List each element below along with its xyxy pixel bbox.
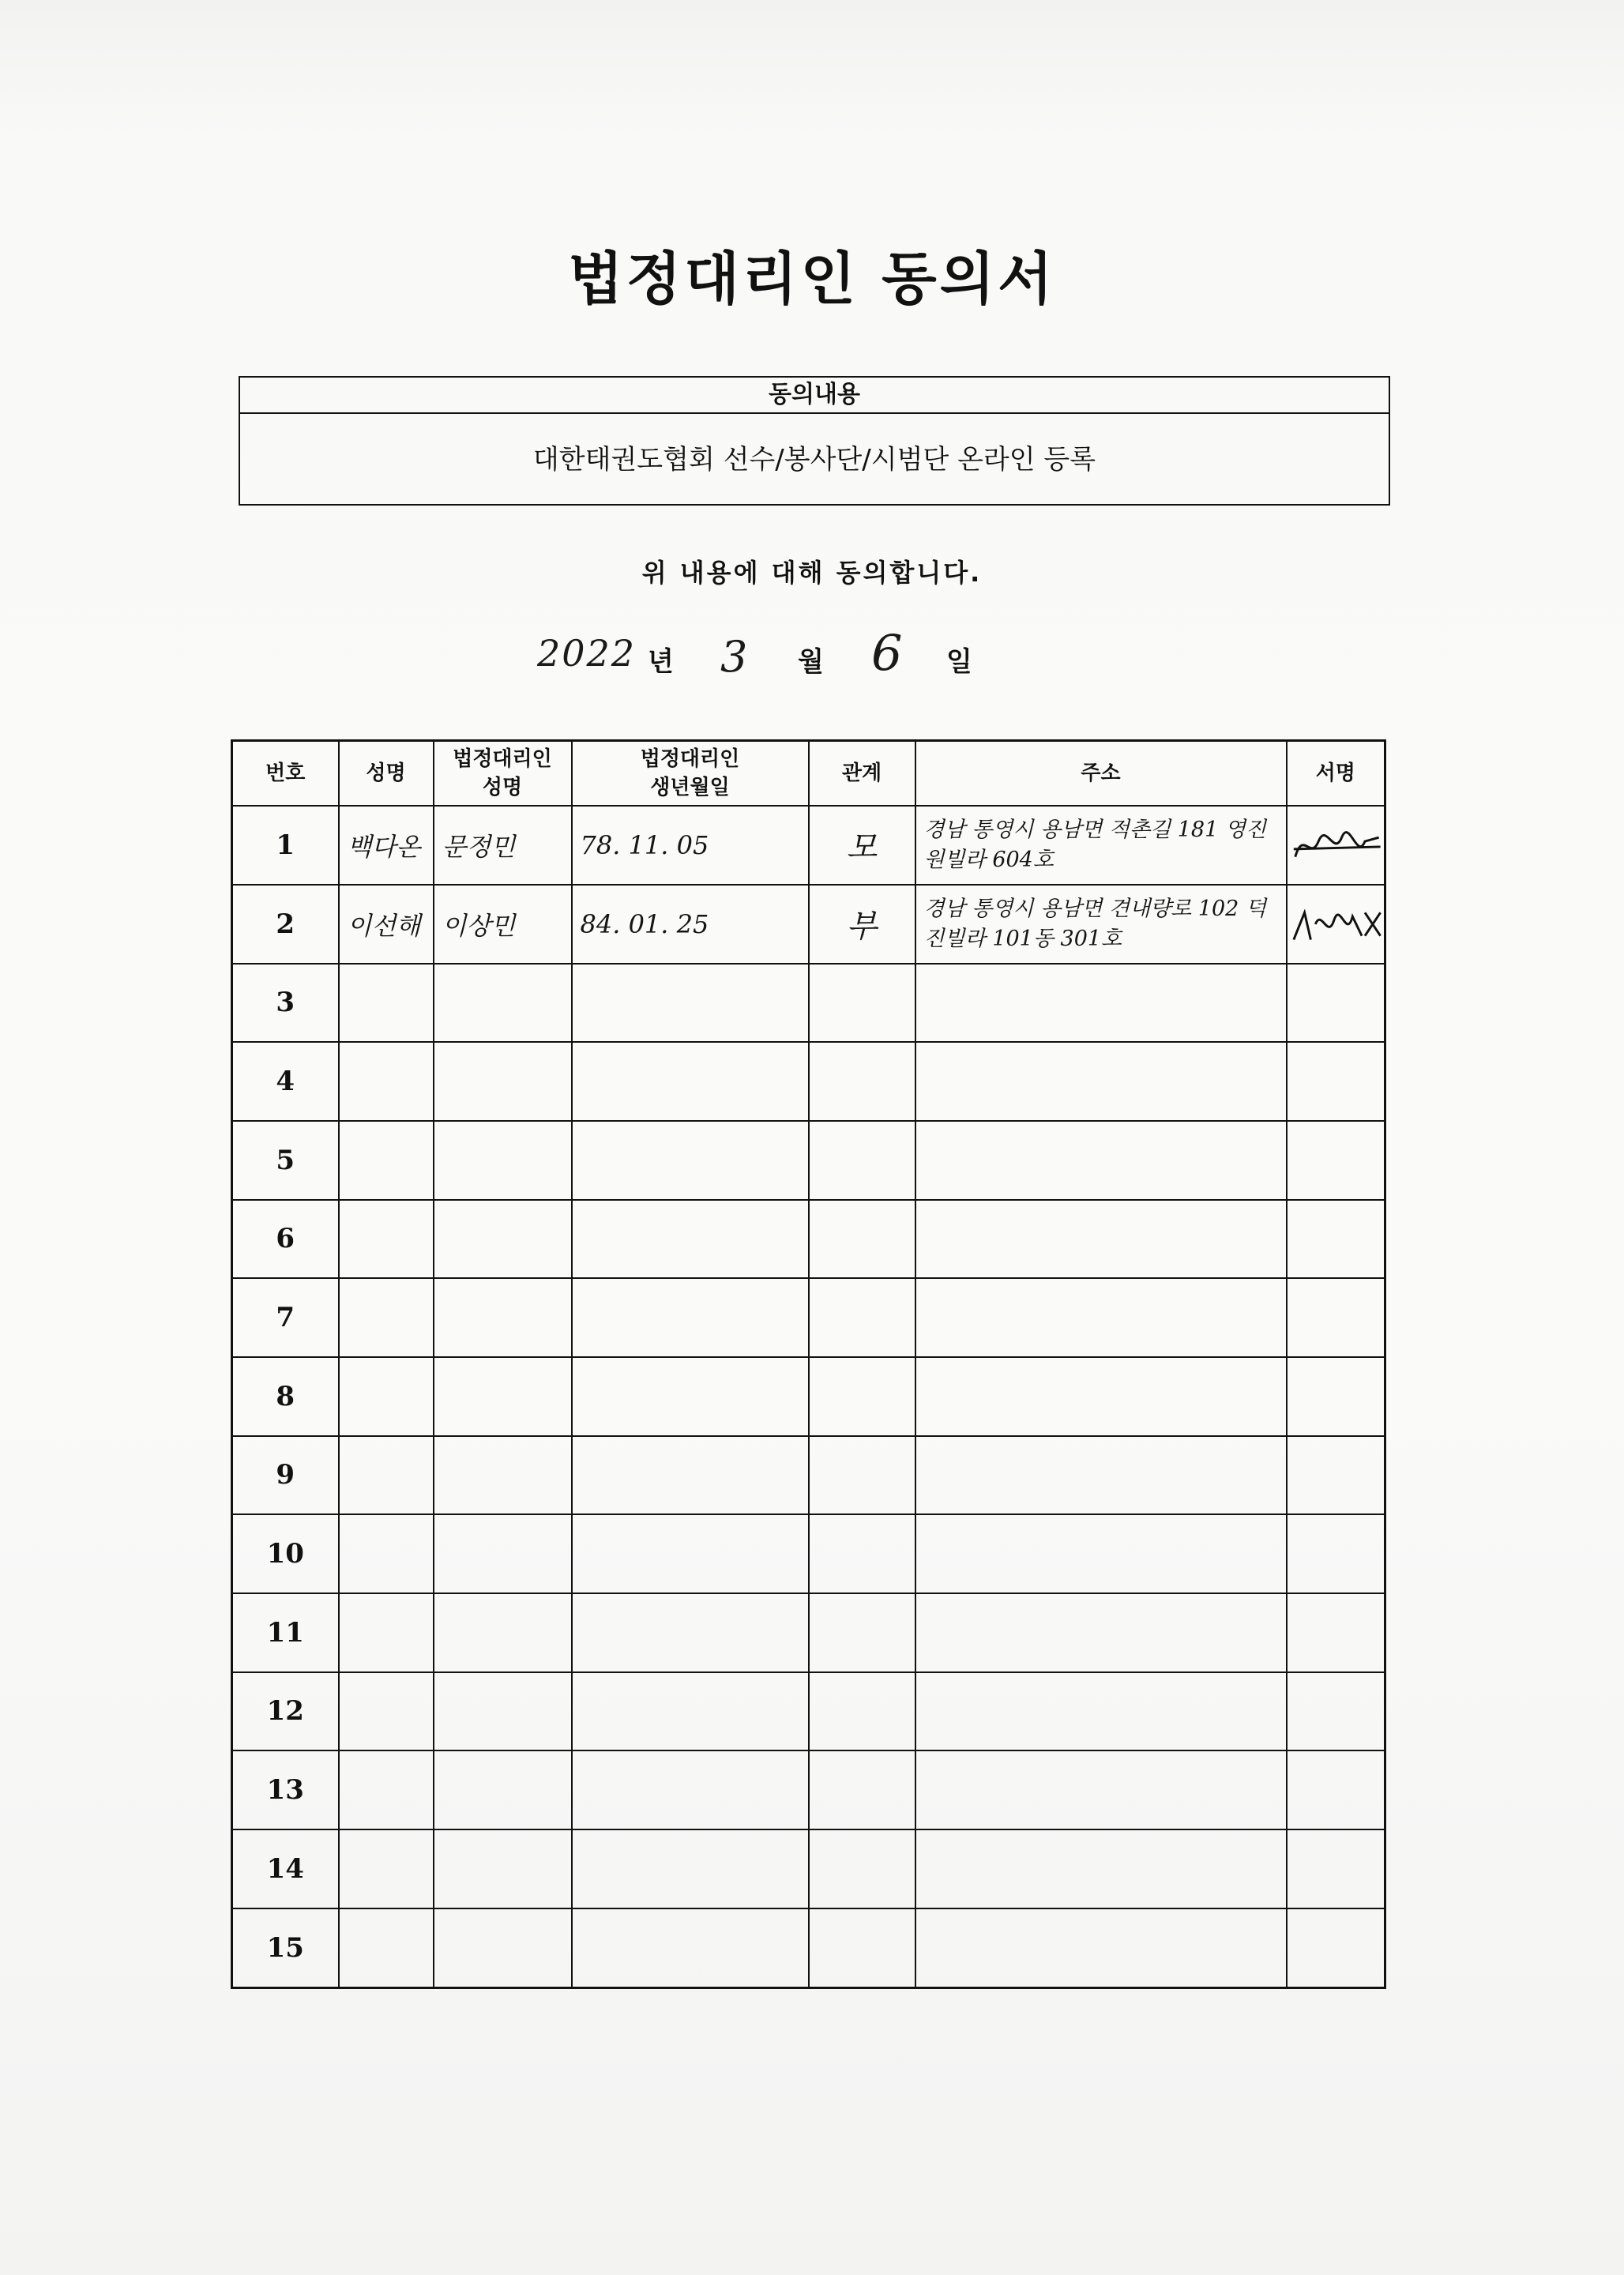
empty-cell — [1287, 1200, 1385, 1279]
empty-cell — [809, 1278, 915, 1357]
month-label: 월 — [798, 646, 824, 678]
empty-cell — [339, 1908, 434, 1988]
empty-cell — [1287, 1357, 1385, 1436]
empty-cell — [339, 1750, 434, 1829]
empty-cell — [915, 1514, 1287, 1593]
empty-cell — [1287, 1514, 1385, 1593]
header-guardian-name: 법정대리인 성명 — [434, 741, 572, 806]
empty-cell — [1287, 1908, 1385, 1988]
empty-cell — [434, 1829, 572, 1908]
table-row — [232, 885, 1385, 964]
agreement-statement: 위 내용에 대해 동의합니다. — [641, 558, 983, 588]
table-row — [232, 1908, 1385, 1988]
empty-cell — [434, 1593, 572, 1672]
empty-cell — [915, 1042, 1287, 1121]
empty-cell — [572, 964, 809, 1043]
table-row — [232, 1829, 1385, 1908]
empty-cell — [1287, 1121, 1385, 1200]
year-label: 년 — [648, 646, 674, 678]
empty-cell — [915, 1200, 1287, 1279]
table-row — [232, 806, 1385, 885]
row-number: 8 — [232, 1357, 339, 1436]
table-row — [232, 1200, 1385, 1279]
signature-scribble — [1288, 893, 1385, 956]
empty-cell — [339, 1672, 434, 1751]
date-line — [537, 624, 1090, 687]
table-row — [232, 1750, 1385, 1829]
guardian-table — [231, 739, 1386, 1989]
empty-cell — [1287, 1672, 1385, 1751]
student-name: 백다온 — [339, 806, 434, 885]
empty-cell — [809, 1829, 915, 1908]
day-label: 일 — [946, 646, 972, 678]
empty-cell — [915, 1908, 1287, 1988]
empty-cell — [434, 1436, 572, 1515]
row-number: 12 — [232, 1672, 339, 1751]
row-number: 14 — [232, 1829, 339, 1908]
empty-cell — [572, 1200, 809, 1279]
student-name: 이선해 — [339, 885, 434, 964]
empty-cell — [915, 964, 1287, 1043]
empty-cell — [915, 1436, 1287, 1515]
empty-cell — [339, 1829, 434, 1908]
table-row — [232, 1593, 1385, 1672]
table-row — [232, 1436, 1385, 1515]
empty-cell — [915, 1750, 1287, 1829]
header-signature: 서명 — [1287, 741, 1385, 806]
empty-cell — [915, 1829, 1287, 1908]
empty-cell — [1287, 1750, 1385, 1829]
empty-cell — [809, 1121, 915, 1200]
empty-cell — [572, 1514, 809, 1593]
row-number: 3 — [232, 964, 339, 1043]
empty-cell — [434, 1357, 572, 1436]
document-title: 법정대리인 동의서 — [568, 246, 1056, 312]
empty-cell — [572, 1672, 809, 1751]
row-number: 15 — [232, 1908, 339, 1988]
empty-cell — [572, 1357, 809, 1436]
empty-cell — [809, 1750, 915, 1829]
empty-cell — [809, 1514, 915, 1593]
empty-cell — [915, 1357, 1287, 1436]
header-name: 성명 — [339, 741, 434, 806]
row-number: 11 — [232, 1593, 339, 1672]
empty-cell — [1287, 964, 1385, 1043]
date-day: 6 — [871, 624, 903, 682]
table-row — [232, 1121, 1385, 1200]
relation: 부 — [809, 885, 915, 964]
empty-cell — [809, 1357, 915, 1436]
header-number: 번호 — [232, 741, 339, 806]
header-guardian-birth: 법정대리인 생년월일 — [572, 741, 809, 806]
empty-cell — [339, 1436, 434, 1515]
empty-cell — [434, 964, 572, 1043]
row-number: 5 — [232, 1121, 339, 1200]
guardian-name: 문정민 — [434, 806, 572, 885]
header-address: 주소 — [915, 741, 1287, 806]
signature-scribble — [1288, 814, 1385, 877]
empty-cell — [915, 1121, 1287, 1200]
empty-cell — [434, 1908, 572, 1988]
signature-cell — [1287, 806, 1385, 885]
empty-cell — [915, 1672, 1287, 1751]
empty-cell — [572, 1593, 809, 1672]
empty-cell — [434, 1672, 572, 1751]
empty-cell — [915, 1593, 1287, 1672]
row-number: 7 — [232, 1278, 339, 1357]
empty-cell — [572, 1042, 809, 1121]
table-row — [232, 1278, 1385, 1357]
table-row — [232, 964, 1385, 1043]
signature-cell — [1287, 885, 1385, 964]
empty-cell — [809, 1436, 915, 1515]
empty-cell — [339, 1514, 434, 1593]
row-number: 13 — [232, 1750, 339, 1829]
consent-content: 대한태권도협회 선수/봉사단/시범단 온라인 등록 — [532, 444, 1096, 476]
empty-cell — [809, 1042, 915, 1121]
empty-cell — [572, 1908, 809, 1988]
table-row — [232, 1514, 1385, 1593]
empty-cell — [572, 1436, 809, 1515]
empty-cell — [809, 964, 915, 1043]
empty-cell — [1287, 1436, 1385, 1515]
table-header-row — [232, 741, 1385, 806]
empty-cell — [572, 1121, 809, 1200]
table-row — [232, 1042, 1385, 1121]
empty-cell — [434, 1042, 572, 1121]
header-relation: 관계 — [809, 741, 915, 806]
table-row — [232, 1357, 1385, 1436]
guardian-name: 이상민 — [434, 885, 572, 964]
empty-cell — [809, 1593, 915, 1672]
row-number: 10 — [232, 1514, 339, 1593]
date-year: 2022 — [537, 632, 637, 675]
empty-cell — [809, 1672, 915, 1751]
row-number: 4 — [232, 1042, 339, 1121]
empty-cell — [339, 1200, 434, 1279]
empty-cell — [339, 1042, 434, 1121]
relation: 모 — [809, 806, 915, 885]
address: 경남 통영시 용남면 견내량로 102 덕진빌라 101동 301호 — [915, 885, 1287, 964]
empty-cell — [339, 964, 434, 1043]
consent-header: 동의내용 — [240, 378, 1389, 414]
empty-cell — [1287, 1042, 1385, 1121]
guardian-birthdate: 84. 01. 25 — [572, 885, 809, 964]
empty-cell — [572, 1278, 809, 1357]
consent-box — [239, 376, 1390, 506]
empty-cell — [339, 1593, 434, 1672]
empty-cell — [434, 1514, 572, 1593]
empty-cell — [434, 1278, 572, 1357]
empty-cell — [1287, 1593, 1385, 1672]
table-row — [232, 1672, 1385, 1751]
empty-cell — [339, 1278, 434, 1357]
empty-cell — [339, 1357, 434, 1436]
empty-cell — [809, 1908, 915, 1988]
empty-cell — [434, 1200, 572, 1279]
empty-cell — [915, 1278, 1287, 1357]
empty-cell — [572, 1750, 809, 1829]
row-number: 2 — [232, 885, 339, 964]
date-month: 3 — [720, 632, 748, 682]
empty-cell — [1287, 1829, 1385, 1908]
row-number: 1 — [232, 806, 339, 885]
address: 경남 통영시 용남면 적촌길 181 영진원빌라 604호 — [915, 806, 1287, 885]
empty-cell — [572, 1829, 809, 1908]
empty-cell — [434, 1750, 572, 1829]
guardian-birthdate: 78. 11. 05 — [572, 806, 809, 885]
row-number: 6 — [232, 1200, 339, 1279]
empty-cell — [1287, 1278, 1385, 1357]
empty-cell — [339, 1121, 434, 1200]
empty-cell — [809, 1200, 915, 1279]
empty-cell — [434, 1121, 572, 1200]
row-number: 9 — [232, 1436, 339, 1515]
